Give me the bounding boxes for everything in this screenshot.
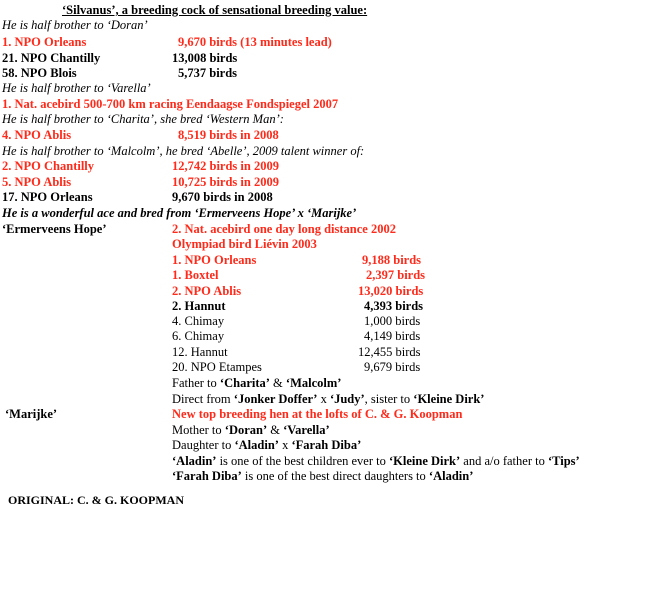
half-brother-varella: He is half brother to ‘Varella’ <box>2 81 151 95</box>
result-race: 58. NPO Blois <box>2 66 77 80</box>
father-to-line: Father to ‘Charita’ & ‘Malcolm’ <box>172 376 342 390</box>
ace-line: He is a wonderful ace and bred from ‘Ermerveens Hope’ x ‘Marijke’ <box>2 206 357 220</box>
aladin-line: ‘Aladin’ is one of the best children ever to ‘Kleine Dirk’ and a/o father to ‘Tips’ <box>172 454 580 468</box>
result-race: 2. Hannut <box>172 299 226 313</box>
result-race: 1. NPO Orleans <box>2 35 87 49</box>
result-race: 1. NPO Orleans <box>172 253 257 267</box>
result-race: 1. Boxtel <box>172 268 219 282</box>
result-value: 9,679 birds <box>364 360 421 374</box>
daughter-to-line: Daughter to ‘Aladin’ x ‘Farah Diba’ <box>172 438 362 452</box>
result-value: 1,000 birds <box>364 314 421 328</box>
result-value: 9,188 birds <box>362 253 422 267</box>
result-race: 21. NPO Chantilly <box>2 51 101 65</box>
dam-name: ‘Marijke’ <box>5 407 58 421</box>
varella-result: 1. Nat. acebird 500-700 km racing Eendaagse Fondspiegel 2007 <box>2 97 339 111</box>
result-race: 4. Chimay <box>172 314 225 328</box>
result-race: 4. NPO Ablis <box>2 128 72 142</box>
page-title: ‘Silvanus’, a breeding cock of sensational breeding value: <box>62 3 368 17</box>
result-race: 17. NPO Orleans <box>2 190 93 204</box>
dam-title: New top breeding hen at the lofts of C. & G. Koopman <box>172 407 463 421</box>
result-race: 5. NPO Ablis <box>2 175 72 189</box>
result-value: 13,008 birds <box>172 51 238 65</box>
sire-title: Olympiad bird Liévin 2003 <box>172 237 317 251</box>
result-race: 20. NPO Etampes <box>172 360 262 374</box>
mother-to-line: Mother to ‘Doran’ & ‘Varella’ <box>172 423 330 437</box>
result-race: 6. Chimay <box>172 329 225 343</box>
half-brother-doran: He is half brother to ‘Doran’ <box>2 18 148 32</box>
half-brother-malcolm: He is half brother to ‘Malcolm’, he bred ‘Abelle’, 2009 talent winner of: <box>2 144 365 158</box>
result-race: 2. NPO Ablis <box>172 284 242 298</box>
result-value: 5,737 birds <box>178 66 238 80</box>
half-brother-charita: He is half brother to ‘Charita’, she bred ‘Western Man’: <box>2 112 284 126</box>
result-value: 4,393 birds <box>364 299 424 313</box>
result-race: 12. Hannut <box>172 345 228 359</box>
result-race: 2. NPO Chantilly <box>2 159 95 173</box>
sire-name: ‘Ermerveens Hope’ <box>2 222 107 236</box>
result-value: 12,455 birds <box>358 345 421 359</box>
direct-from-line: Direct from ‘Jonker Doffer’ x ‘Judy’, sister to ‘Kleine Dirk’ <box>172 392 485 406</box>
result-value: 13,020 birds <box>358 284 424 298</box>
farah-line: ‘Farah Diba’ is one of the best direct daughters to ‘Aladin’ <box>172 469 474 483</box>
sire-title: 2. Nat. acebird one day long distance 2002 <box>172 222 396 236</box>
result-value: 12,742 birds in 2009 <box>172 159 279 173</box>
result-value: 8,519 birds in 2008 <box>178 128 279 142</box>
result-value: 9,670 birds in 2008 <box>172 190 273 204</box>
result-value: 2,397 birds <box>366 268 426 282</box>
result-value: 9,670 birds (13 minutes lead) <box>178 35 332 49</box>
result-value: 10,725 birds in 2009 <box>172 175 279 189</box>
original-credit: ORIGINAL: C. & G. KOOPMAN <box>8 493 184 507</box>
result-value: 4,149 birds <box>364 329 421 343</box>
